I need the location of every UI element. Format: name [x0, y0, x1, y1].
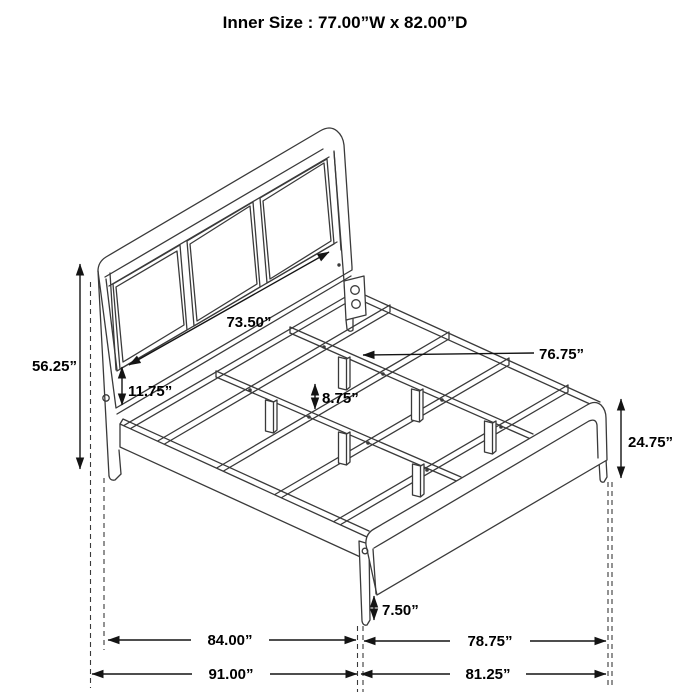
support-leg — [412, 389, 424, 422]
dim-center-rail-length — [363, 346, 584, 363]
support-leg — [266, 400, 278, 433]
support-leg — [413, 464, 425, 497]
screw-dot — [425, 468, 429, 472]
bed-drawing — [98, 128, 607, 625]
label-slat-gap: 8.75” — [322, 390, 359, 407]
dim-headboard-height — [32, 264, 80, 469]
dim-overall-foot-width — [361, 666, 606, 683]
support-leg — [339, 432, 351, 465]
label-foot-inner-width: 78.75” — [467, 633, 513, 650]
label-overall-depth: 91.00” — [208, 666, 254, 683]
left-leg-foot — [109, 474, 121, 480]
support-legs — [266, 357, 497, 497]
footboard — [359, 403, 607, 626]
dim-footboard-height — [621, 399, 673, 478]
left-rail-face — [120, 424, 367, 560]
screw-dot — [307, 415, 311, 419]
screw-dot — [366, 441, 370, 445]
page-title: Inner Size : 77.00”W x 82.00”D — [222, 13, 468, 32]
peg-hole-icon — [103, 395, 109, 401]
label-overall-foot-width: 81.25” — [465, 666, 511, 683]
label-footboard-leg-height: 7.50” — [382, 602, 419, 619]
label-headboard-width: 73.50” — [226, 314, 272, 331]
screw-dot — [248, 388, 252, 392]
label-headboard-rail-height: 11.75” — [128, 383, 173, 400]
label-center-rail-length: 76.75” — [539, 346, 585, 363]
support-leg — [339, 357, 351, 390]
dim-slat-gap — [315, 384, 359, 409]
leader-line — [363, 353, 534, 355]
label-headboard-height: 56.25” — [31, 358, 77, 375]
screw-dot — [499, 425, 503, 429]
label-footboard-height: 24.75” — [628, 434, 674, 451]
dim-footboard-leg-height — [374, 596, 419, 620]
headboard — [98, 128, 366, 480]
screw-dot — [440, 398, 444, 402]
dim-overall-depth — [92, 666, 357, 683]
label-inner-depth: 84.00” — [207, 632, 253, 649]
screw-dot — [322, 345, 326, 349]
support-leg — [485, 421, 497, 454]
dim-inner-depth — [108, 632, 356, 649]
left-rail-top-edge — [120, 419, 369, 531]
left-leg-inner — [119, 450, 121, 474]
right-post-bracket — [344, 276, 366, 320]
left-side-rail — [120, 419, 369, 560]
dim-foot-inner-width — [364, 633, 606, 650]
bolt-dot — [337, 263, 340, 266]
screw-dot — [381, 372, 385, 376]
